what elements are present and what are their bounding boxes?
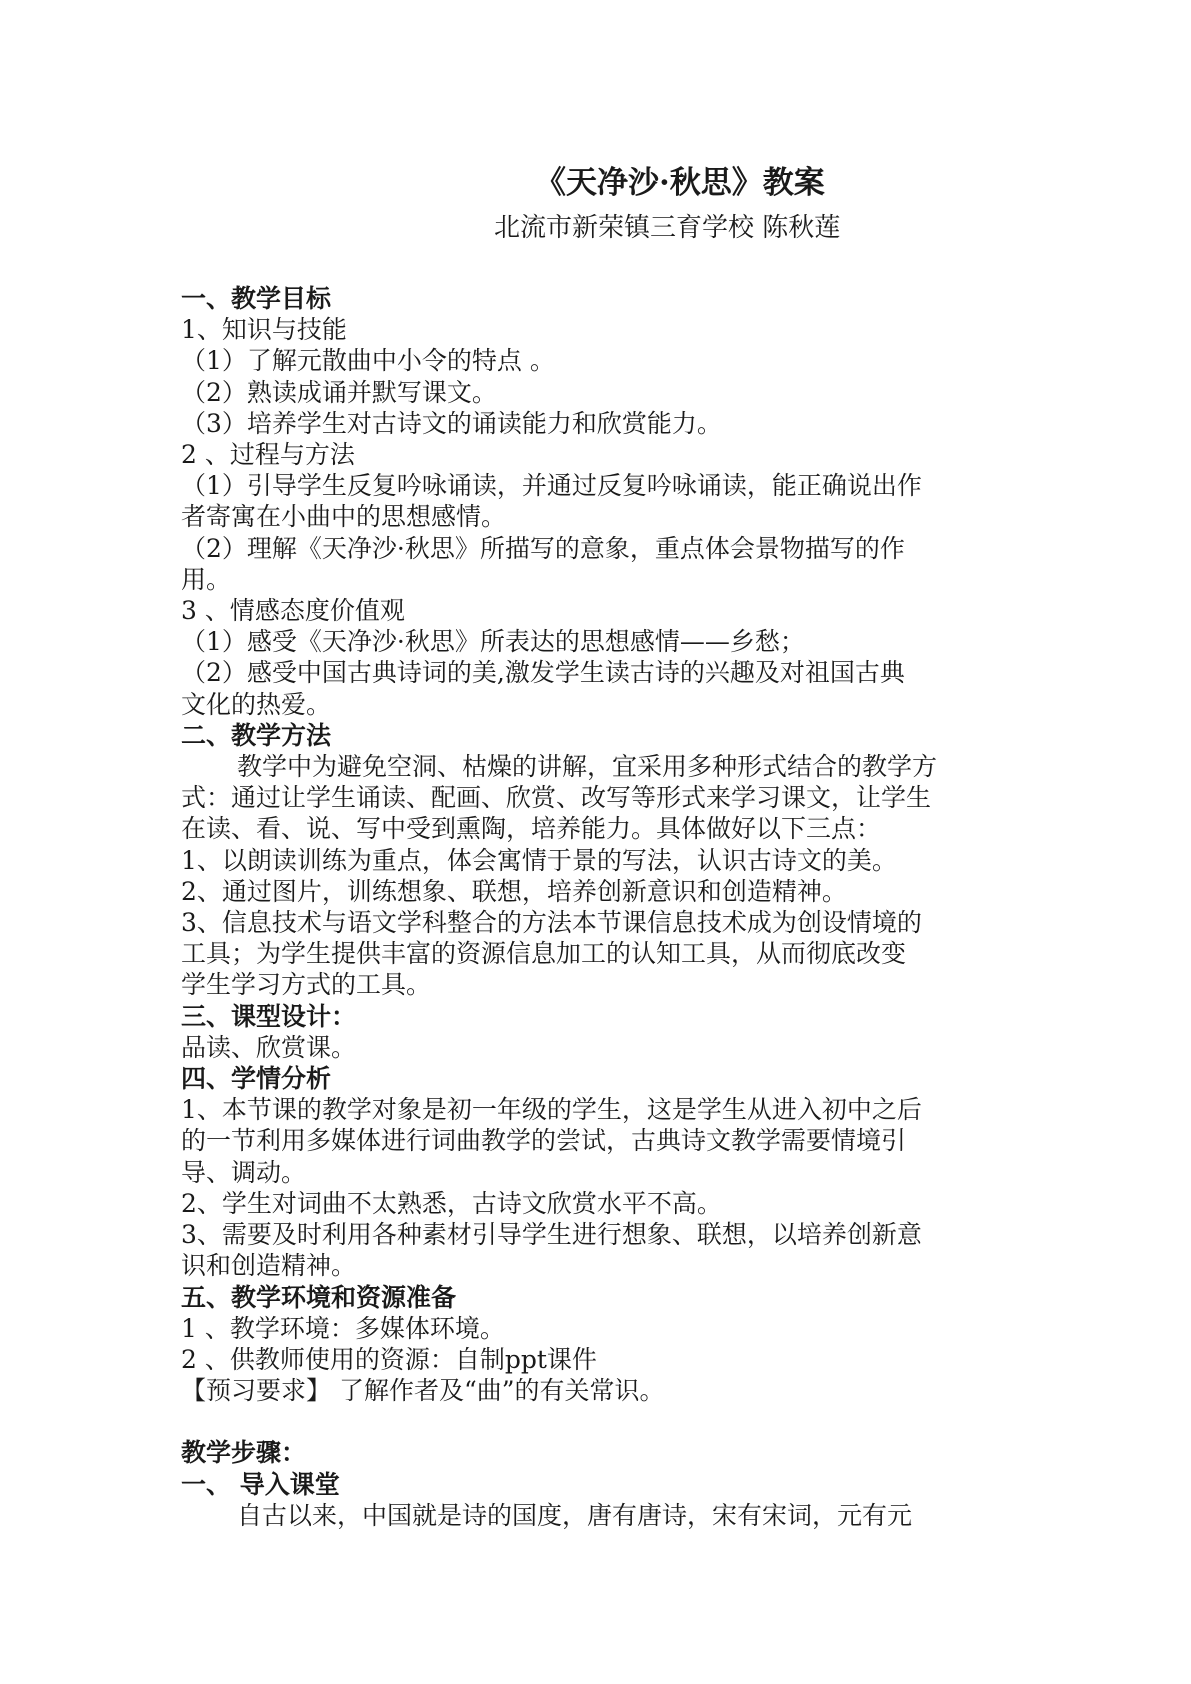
- body-text-line: 2、学生对词曲不太熟悉，古诗文欣赏水平不高。: [181, 1188, 722, 1218]
- body-text-line: 3、信息技术与语文学科整合的方法本节课信息技术成为创设情境的: [181, 908, 922, 938]
- section-heading: 一、 导入课堂: [181, 1469, 340, 1499]
- body-text-line: 1 、教学环境：多媒体环境。: [181, 1313, 505, 1343]
- body-text-line: 品读、欣赏课。: [181, 1032, 357, 1062]
- body-text-line: （1）感受《天净沙·秋思》所表达的思想感情——乡愁；: [181, 627, 805, 657]
- body-text-line: 1、以朗读训练为重点，体会寓情于景的写法，认识古诗文的美。: [181, 845, 897, 875]
- body-text-line: （1）引导学生反复吟咏诵读，并通过反复吟咏诵读，能正确说出作: [181, 471, 922, 501]
- section-heading: 一、教学目标: [181, 284, 332, 313]
- section-heading: 二、教学方法: [181, 720, 332, 750]
- blank-line: [181, 1406, 1021, 1437]
- body-text-line: 3、需要及时利用各种素材引导学生进行想象、联想，以培养创新意: [181, 1220, 922, 1250]
- body-text-line: 【预习要求】 了解作者及“曲”的有关常识。: [181, 1376, 665, 1406]
- body-text-line: 识和创造精神。: [181, 1251, 357, 1281]
- document-body: [181, 283, 1021, 1531]
- section-heading: 五、教学环境和资源准备: [181, 1282, 457, 1312]
- body-text-line: 的一节利用多媒体进行词曲教学的尝试，古典诗文教学需要情境引: [181, 1126, 907, 1156]
- body-text-line: （2）感受中国古典诗词的美,激发学生读古诗的兴趣及对祖国古典: [181, 658, 905, 688]
- body-text-line: 自古以来，中国就是诗的国度，唐有唐诗，宋有宋词，元有元: [237, 1500, 913, 1530]
- section-heading: 四、学情分析: [181, 1064, 332, 1094]
- document-author: 北流市新荣镇三育学校 陈秋莲: [494, 213, 841, 243]
- body-text-line: 用。: [181, 564, 232, 594]
- body-text-line: 2、通过图片，训练想象、联想，培养创新意识和创造精神。: [181, 876, 847, 906]
- document-title: 《天净沙·秋思》教案: [535, 165, 825, 201]
- body-text-line: 者寄寓在小曲中的思想感情。: [181, 502, 507, 532]
- body-text-line: 导、调动。: [181, 1157, 307, 1187]
- body-text-line: 1、本节课的教学对象是初一年级的学生，这是学生从进入初中之后: [181, 1095, 922, 1125]
- body-text-line: 3 、情感态度价值观: [181, 596, 405, 626]
- body-text-line: 1、知识与技能: [181, 315, 347, 345]
- body-text-line: 2 、供教师使用的资源：自制ppt课件: [181, 1344, 597, 1374]
- document-page: [181, 160, 1021, 1531]
- section-heading: 教学步骤：: [181, 1438, 307, 1468]
- body-text-line: 2 、过程与方法: [181, 440, 355, 470]
- body-text-line: 学生学习方式的工具。: [181, 970, 432, 1000]
- body-text-line: 工具；为学生提供丰富的资源信息加工的认知工具，从而彻底改变: [181, 939, 907, 969]
- body-text-line: 在读、看、说、写中受到熏陶，培养能力。具体做好以下三点：: [181, 814, 882, 844]
- body-text-line: （1）了解元散曲中小令的特点 。: [181, 346, 555, 376]
- body-text-line: 文化的热爱。: [181, 689, 332, 719]
- section-heading: 三、课型设计：: [181, 1001, 357, 1031]
- body-text-line: （3）培养学生对古诗文的诵读能力和欣赏能力。: [181, 408, 722, 438]
- body-text-line: 式：通过让学生诵读、配画、欣赏、改写等形式来学习课文，让学生: [181, 783, 932, 813]
- body-text-line: （2）熟读成诵并默写课文。: [181, 377, 497, 407]
- body-text-line: （2）理解《天净沙·秋思》所描写的意象，重点体会景物描写的作: [181, 533, 905, 563]
- body-text-line: 教学中为避免空洞、枯燥的讲解，宜采用多种形式结合的教学方: [237, 752, 938, 782]
